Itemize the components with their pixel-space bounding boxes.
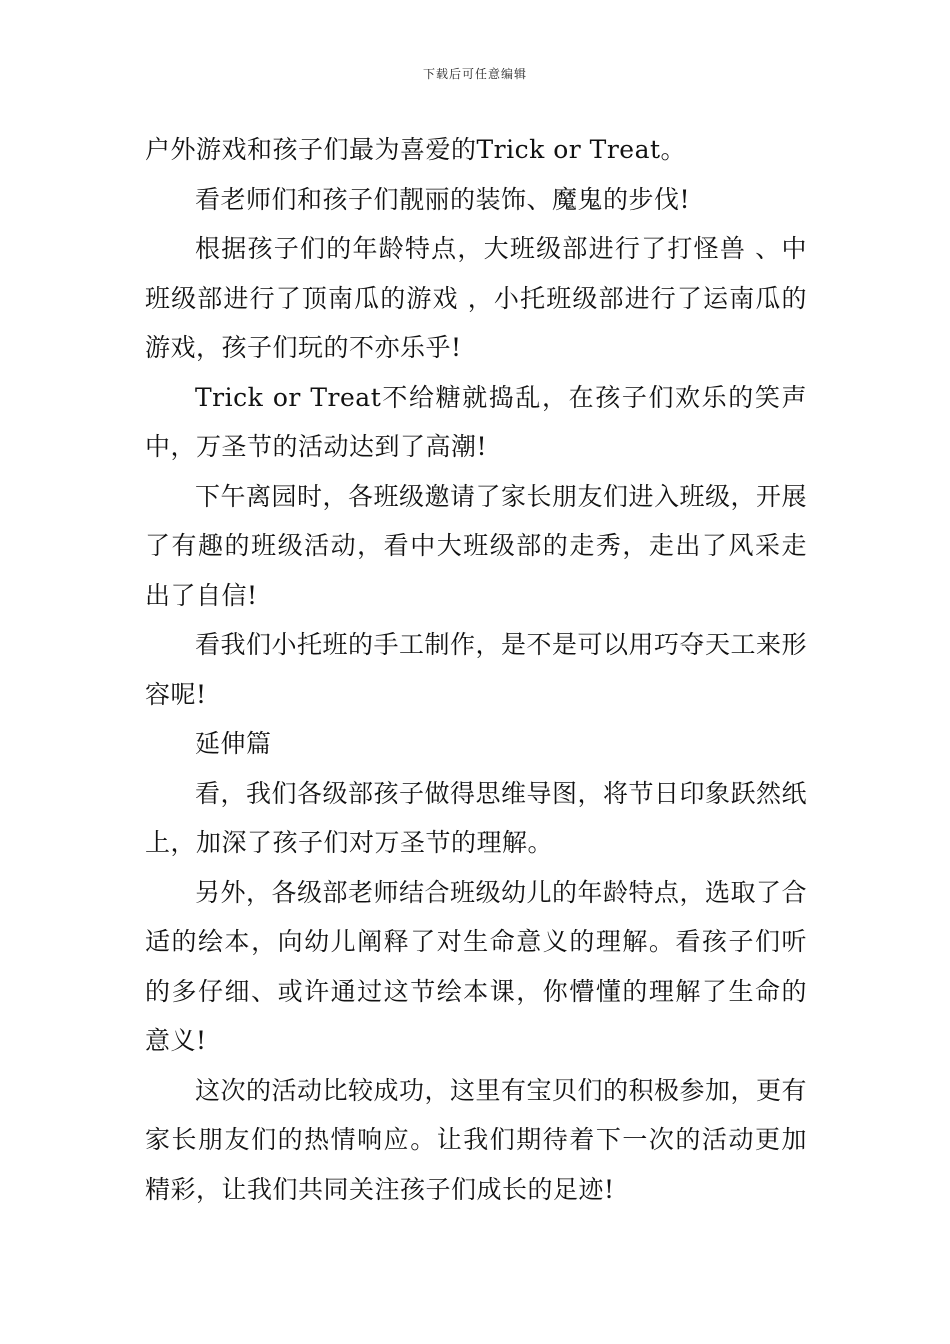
paragraph: 这次的活动比较成功，这里有宝贝们的积极参加，更有家长朋友们的热情响应。让我们期待着下一次的活动更加精彩，让我们共同关注孩子们成长的足迹! [145,1075,808,1204]
section-heading: 延伸篇 [195,729,272,758]
paragraph: 下午离园时，各班级邀请了家长朋友们进入班级，开展了有趣的班级活动，看中大班级部的走秀，走出了风采走出了自信! [145,481,808,610]
paragraph: 根据孩子们的年龄特点，大班级部进行了打怪兽 、中班级部进行了顶南瓜的游戏 ，小托班级部进行了运南瓜的游戏，孩子们玩的不亦乐乎! [145,234,807,362]
paragraph: Trick or Treat不给糖就捣乱，在孩子们欢乐的笑声中，万圣节的活动达到了高潮! [145,382,807,461]
header-note: 下载后可任意编辑 [422,67,527,81]
paragraph: 看老师们和孩子们靓丽的装饰、魔鬼的步伐! [195,184,691,214]
paragraph: 看我们小托班的手工制作，是不是可以用巧夺天工来形容呢! [145,630,808,709]
paragraph: 看，我们各级部孩子做得思维导图，将节日印象跃然纸上，加深了孩子们对万圣节的理解。 [145,778,808,857]
paragraph: 另外，各级部老师结合班级幼儿的年龄特点，选取了合适的绘本，向幼儿阐释了对生命意义的理解。看孩子们听的多仔细、或许通过这节绘本课，你懵懂的理解了生命的意义! [145,877,808,1055]
document-body [145,125,807,1214]
paragraph-continued: 户外游戏和孩子们最为喜爱的Trick or Treat。 [145,135,687,164]
